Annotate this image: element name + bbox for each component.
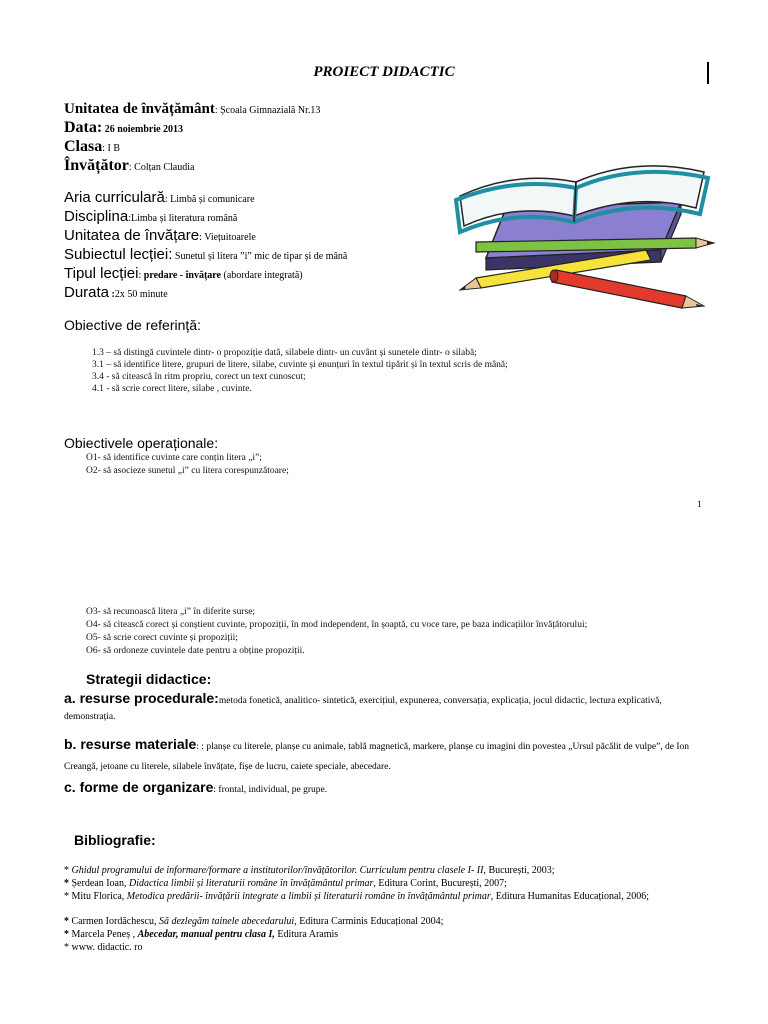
text-cursor	[707, 62, 709, 84]
field-value: Colțan Claudia	[131, 162, 195, 173]
field-label: Data:	[64, 119, 103, 136]
material-resources	[64, 736, 714, 776]
material-text: : : planșe cu literele, planșe cu animale, tablă magnetică, markere, planșe cu imagini din povestea „Ursul păcălit de vulpe”, de Ion Creangă, jetoane cu literele, silabele învățate, fișe de lucru, caiete speciale, abecedare.	[64, 742, 690, 772]
procedural-label: a. resurse procedurale:	[64, 690, 219, 706]
field-teacher	[64, 157, 194, 175]
objective-op-item: O5- să scrie corect cuvinte și propoziții;	[86, 633, 238, 643]
field-value: Sunetul și litera ”i” mic de tipar și de mână	[172, 251, 348, 262]
bullet: *	[64, 929, 72, 940]
field-value: 2x 50 minute	[114, 289, 168, 300]
objectives-op-title: Obiectivele operaționale:	[64, 435, 219, 451]
field-sep: :	[109, 289, 115, 300]
entry-italic: Abecedar, manual pentru clasa I,	[137, 929, 275, 940]
objective-op-item: O6- să ordoneze cuvintele date pentru a obține propoziții.	[86, 646, 305, 656]
field-discipline	[64, 208, 237, 226]
field-sep: :	[128, 213, 131, 224]
field-date	[64, 119, 183, 137]
entry-rest: , Editura Carminis Educațional 2004;	[294, 916, 444, 927]
entry-italic: Să dezlegăm tainele abecedarului	[158, 916, 295, 927]
field-value: (abordare integrată)	[220, 270, 303, 281]
org-label: c. forme de organizare	[64, 779, 214, 795]
field-school	[64, 100, 320, 118]
field-sep: :	[128, 162, 132, 173]
org-text: : frontal, individual, pe grupe.	[213, 785, 328, 795]
entry-rest: , Editura Humanitas Educațional, 2006;	[490, 891, 650, 902]
material-label: b. resurse materiale	[64, 736, 197, 752]
entry-italic: Metodica predării- învățării integrate a limbii și literaturii române în învățământul primar	[126, 891, 491, 902]
objective-ref-item: 1.3 – să distingă cuvintele dintr- o propoziție dată, silabele dintr- un cuvânt și sunetele dintr- o silabă;	[92, 348, 477, 358]
field-label: Aria curriculară	[64, 189, 165, 206]
objective-op-item: O1- să identifice cuvinte care conțin litera „i”;	[86, 453, 262, 463]
procedural-text: metoda fonetică, analitico- sintetică, exercițiul, expunerea, conversația, explicația, jocul didactic, lectura explicativă, demonstrația.	[64, 696, 662, 722]
objective-ref-item: 3.1 – să identifice litere, grupuri de litere, silabe, cuvinte și enunțuri în textul tipărit și în textul scris de mână;	[92, 360, 508, 370]
field-value: 26 noiembrie 2013	[102, 124, 184, 135]
field-curriculum-area	[64, 189, 255, 207]
objective-op-item: O3- să recunoască litera „i” în diferite surse;	[86, 607, 256, 617]
field-label: Clasa	[64, 138, 103, 155]
bibliography-entry	[64, 916, 724, 928]
objective-op-item: O4- să citească corect și conștient cuvinte, propoziții, în mod independent, în șoaptă, cu voce tare, pe baza indicațiilor învățătorului;	[86, 620, 588, 630]
objective-ref-item: 4.1 - să scrie corect litere, silabe , cuvinte.	[92, 384, 252, 394]
bibliography-entry	[64, 891, 704, 903]
field-label: Subiectul lecției:	[64, 246, 173, 263]
organization-forms	[64, 779, 327, 797]
field-value-bold: predare - învățare	[141, 270, 221, 281]
field-value: Limba și literatura română	[130, 213, 238, 224]
page-number: 1	[697, 499, 702, 509]
entry-rest: , Editura Corint, București, 2007;	[373, 878, 507, 889]
bibliography-entry	[64, 865, 724, 877]
field-value: I B	[105, 143, 121, 154]
entry-italic: Didactica limbii și literaturii române în învățământul primar	[128, 878, 374, 889]
field-class	[64, 138, 120, 156]
field-label: Durata	[64, 284, 110, 301]
entry-author: Carmen Iordăchescu,	[71, 916, 159, 927]
objectives-ref-title: Obiective de referință:	[64, 317, 201, 333]
field-duration	[64, 284, 168, 302]
book-pencils-clipart-icon	[446, 130, 746, 330]
entry-link: www. didactic. ro	[71, 942, 143, 953]
objective-op-item: O2- să asocieze sunetul „i” cu litera corespunzătoare;	[86, 466, 289, 476]
field-sep: :	[102, 143, 106, 154]
entry-italic: Ghidul programului de informare/formare a institutorilor/învățătorilor. Curriculum pentru clasele I- II,	[71, 865, 486, 876]
field-label: Tipul lecției	[64, 265, 139, 282]
field-label: Unitatea de învățare	[64, 227, 200, 244]
bibliography-title: Bibliografie:	[74, 832, 156, 848]
field-value: Limbă și comunicare	[167, 194, 255, 205]
field-sep: :	[199, 232, 202, 243]
bibliography-entry	[64, 929, 724, 941]
field-value: Viețuitoarele	[201, 232, 256, 243]
field-sep: :	[214, 105, 218, 116]
entry-rest: București, 2003;	[485, 865, 555, 876]
bibliography-entry	[64, 878, 724, 890]
field-lesson-type	[64, 265, 303, 283]
bullet: *	[64, 878, 72, 889]
field-value: Școala Gimnazială Nr.13	[217, 105, 321, 116]
procedural-resources	[64, 691, 714, 724]
entry-author: Marcela Peneș ,	[71, 929, 138, 940]
strategies-title: Strategii didactice:	[86, 671, 212, 687]
field-label: Disciplina	[64, 208, 129, 225]
bullet: *	[64, 891, 72, 902]
entry-rest: Editura Aramis	[274, 929, 339, 940]
entry-author: Șerdean Ioan,	[71, 878, 129, 889]
field-sep: :	[164, 194, 168, 205]
document-title: PROIECT DIDACTIC	[313, 64, 455, 80]
field-sep: :	[138, 270, 142, 281]
field-lesson-subject	[64, 246, 347, 264]
bibliography-entry	[64, 942, 724, 954]
entry-author: Mitu Florica,	[71, 891, 127, 902]
bullet: *	[64, 865, 72, 876]
bullet: *	[64, 942, 72, 953]
objective-ref-item: 3.4 - să citească în ritm propriu, corect un text cunoscut;	[92, 372, 306, 382]
field-label: Unitatea de învățământ	[64, 101, 215, 117]
field-learning-unit	[64, 227, 256, 245]
field-label: Învățător	[64, 157, 129, 174]
bullet: *	[64, 916, 72, 927]
